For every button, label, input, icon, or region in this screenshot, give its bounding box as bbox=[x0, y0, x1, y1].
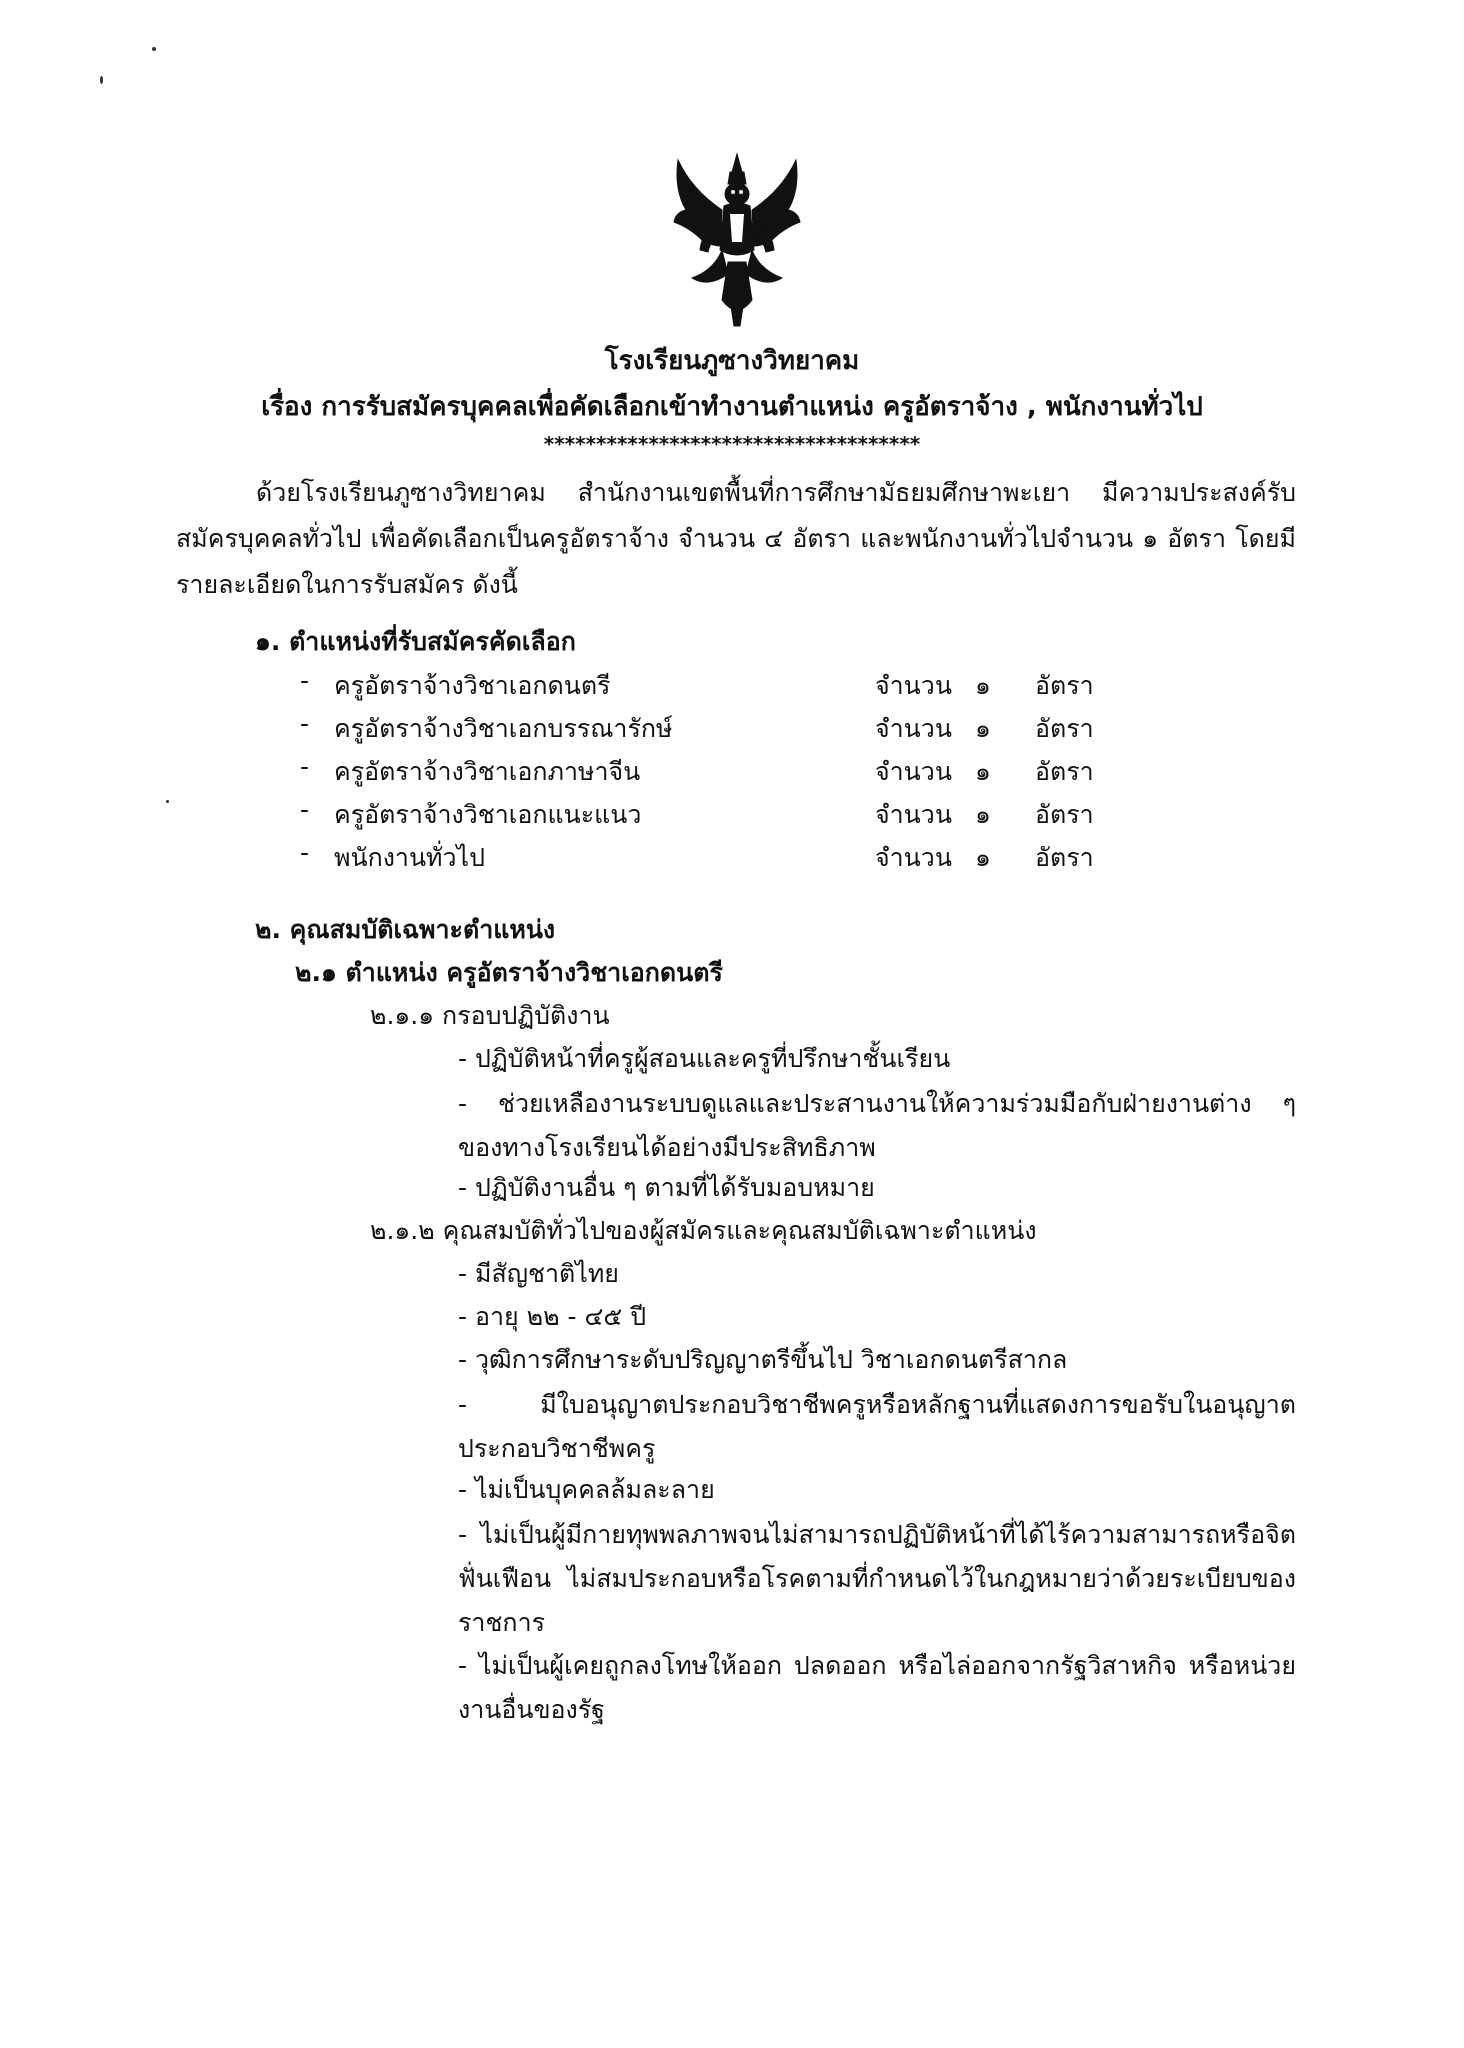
count-unit: อัตรา bbox=[1035, 843, 1094, 872]
qualification-item: - มีสัญชาติไทย bbox=[458, 1259, 619, 1288]
qualification-item bbox=[458, 1644, 1296, 1732]
count-label: จำนวน bbox=[875, 714, 952, 743]
position-dash: - bbox=[300, 752, 310, 781]
count-label: จำนวน bbox=[875, 757, 952, 786]
garuda-emblem-icon bbox=[672, 150, 802, 330]
position-dash: - bbox=[300, 795, 310, 824]
position-dash: - bbox=[300, 666, 310, 695]
framework-heading: ๒.๑.๑ กรอบปฏิบัติงาน bbox=[370, 1001, 610, 1030]
position-row bbox=[300, 666, 1200, 706]
position-row bbox=[300, 795, 1200, 835]
announcement-subject: เรื่อง การรับสมัครบุคคลเพื่อคัดเลือกเข้าทำงานตำแหน่ง ครูอัตราจ้าง , พนักงานทั่วไป bbox=[261, 392, 1203, 422]
qualification-item: - วุฒิการศึกษาระดับปริญญาตรีขึ้นไป วิชาเอกดนตรีสากล bbox=[458, 1345, 1068, 1374]
scan-speck bbox=[100, 76, 103, 84]
position-name: ครูอัตราจ้างวิชาเอกภาษาจีน bbox=[334, 757, 641, 786]
qualifications-heading: ๒.๑.๒ คุณสมบัติทั่วไปของผู้สมัครและคุณสมบัติเฉพาะตำแหน่ง bbox=[370, 1216, 1037, 1245]
position-row bbox=[300, 838, 1200, 878]
qualification-item bbox=[458, 1383, 1296, 1471]
count-value: ๑ bbox=[975, 843, 991, 872]
position-name: ครูอัตราจ้างวิชาเอกบรรณารักษ์ bbox=[334, 714, 673, 743]
position-row bbox=[300, 709, 1200, 749]
framework-item bbox=[458, 1082, 1296, 1170]
framework-item: - ปฏิบัติงานอื่น ๆ ตามที่ได้รับมอบหมาย bbox=[458, 1173, 875, 1202]
position-name: ครูอัตราจ้างวิชาเอกแนะแนว bbox=[334, 800, 642, 829]
position-name: พนักงานทั่วไป bbox=[334, 843, 486, 872]
qualification-item: - อายุ ๒๒ - ๔๕ ปี bbox=[458, 1302, 647, 1331]
section-1-heading: ๑. ตำแหน่งที่รับสมัครคัดเลือก bbox=[255, 627, 576, 656]
intro-text: ด้วยโรงเรียนภูซางวิทยาคม สำนักงานเขตพื้นที่การศึกษามัธยมศึกษาพะเยา มีความประสงค์รับสมัครบุคคลทั่วไป เพื่อคัดเลือกเป็นครูอัตราจ้าง จำนวน ๔ อัตรา และพนักงานทั่วไปจำนวน ๑ อัตรา โดยมีรายละเอียดในการรับสมัคร ดังนี้ bbox=[176, 478, 1296, 599]
count-unit: อัตรา bbox=[1035, 714, 1094, 743]
count-unit: อัตรา bbox=[1035, 757, 1094, 786]
position-dash: - bbox=[300, 709, 310, 738]
count-value: ๑ bbox=[975, 671, 991, 700]
scan-speck bbox=[166, 800, 169, 803]
count-label: จำนวน bbox=[875, 671, 952, 700]
count-label: จำนวน bbox=[875, 843, 952, 872]
count-label: จำนวน bbox=[875, 800, 952, 829]
position-name: ครูอัตราจ้างวิชาเอกดนตรี bbox=[334, 671, 611, 700]
qualification-item: - ไม่เป็นบุคคลล้มละลาย bbox=[458, 1475, 715, 1504]
position-dash: - bbox=[300, 838, 310, 867]
framework-item-text: - ช่วยเหลืองานระบบดูแลและประสานงานให้ความร่วมมือกับฝ่ายงานต่าง ๆ ของทางโรงเรียนได้อย่างมีประสิทธิภาพ bbox=[458, 1089, 1296, 1162]
scan-speck bbox=[152, 47, 156, 51]
section-2-1-heading: ๒.๑ ตำแหน่ง ครูอัตราจ้างวิชาเอกดนตรี bbox=[295, 958, 723, 987]
count-unit: อัตรา bbox=[1035, 671, 1094, 700]
separator-stars: ************************************ bbox=[543, 432, 921, 456]
section-2-heading: ๒. คุณสมบัติเฉพาะตำแหน่ง bbox=[255, 915, 556, 944]
count-value: ๑ bbox=[975, 714, 991, 743]
framework-item: - ปฏิบัติหน้าที่ครูผู้สอนและครูที่ปรึกษาชั้นเรียน bbox=[458, 1044, 951, 1073]
qualification-item-text: - ไม่เป็นผู้มีกายทุพพลภาพจนไม่สามารถปฏิบัติหน้าที่ได้ไร้ความสามารถหรือจิตฟั่นเฟือน ไม่สมประกอบหรือโรคตามที่กำหนดไว้ในกฎหมายว่าด้วยระเบียบของราชการ bbox=[458, 1520, 1296, 1637]
qualification-item-text: - มีใบอนุญาตประกอบวิชาชีพครูหรือหลักฐานที่แสดงการขอรับในอนุญาตประกอบวิชาชีพครู bbox=[458, 1390, 1296, 1463]
position-row bbox=[300, 752, 1200, 792]
count-value: ๑ bbox=[975, 757, 991, 786]
qualification-item bbox=[458, 1513, 1296, 1645]
qualification-item-text: - ไม่เป็นผู้เคยถูกลงโทษให้ออก ปลดออก หรือไล่ออกจากรัฐวิสาหกิจ หรือหน่วยงานอื่นของรัฐ bbox=[458, 1651, 1296, 1724]
school-name: โรงเรียนภูซางวิทยาคม bbox=[604, 346, 860, 376]
count-value: ๑ bbox=[975, 800, 991, 829]
intro-paragraph bbox=[176, 470, 1296, 608]
count-unit: อัตรา bbox=[1035, 800, 1094, 829]
